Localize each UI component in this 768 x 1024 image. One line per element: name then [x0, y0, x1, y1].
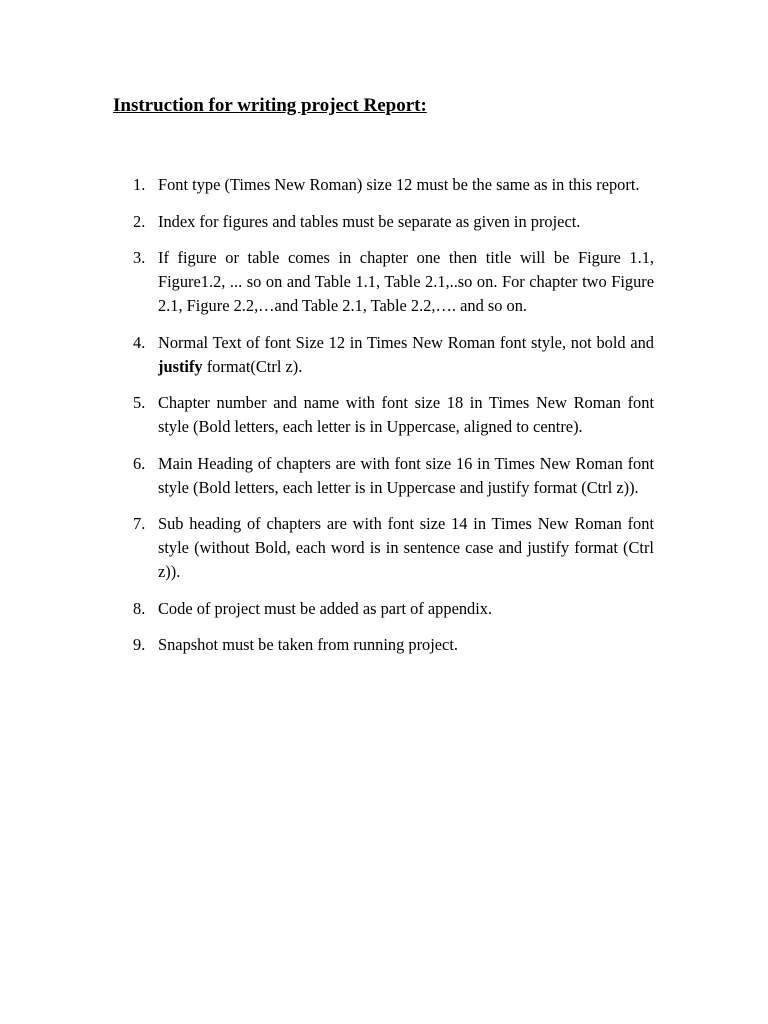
- list-item-text: Code of project must be added as part of appendix.: [158, 598, 493, 618]
- document-title: Instruction for writing project Report:: [113, 95, 427, 116]
- list-item: [133, 173, 654, 197]
- list-item: [133, 633, 654, 657]
- list-item: [133, 246, 654, 318]
- list-item-number: 3.: [133, 248, 146, 267]
- list-item-number: 2.: [133, 211, 146, 231]
- list-item-bold-text: justify: [158, 356, 203, 376]
- list-item-text: If figure or table comes in chapter one then title will be Figure 1.1, Figure1.2, ... so on and Table 1.1, Table 2.1,..so on. For chapter two Figure 2.1, Figure 2.2,…and Table 2.1, Table 2.2,…. and so on.: [158, 248, 654, 315]
- list-item-number: 9.: [133, 635, 146, 654]
- list-item: [133, 452, 654, 500]
- list-item-text: [158, 333, 654, 376]
- list-item-text-start: Normal Text of font Size 12 in Times New Roman font style, not bold and: [158, 332, 654, 352]
- list-item-text: Font type (Times New Roman) size 12 must be the same as in this report.: [158, 175, 640, 194]
- list-item-number: 8.: [133, 598, 146, 618]
- list-item-number: 6.: [133, 453, 146, 473]
- list-item-number: 5.: [133, 393, 146, 412]
- list-item-text: Sub heading of chapters are with font size 14 in Times New Roman font style (without Bold, each word is in sentence case and justify format (Ctrl z)).: [158, 514, 654, 581]
- list-item: [133, 391, 654, 439]
- list-item: [133, 597, 654, 621]
- list-item-text: Main Heading of chapters are with font size 16 in Times New Roman font style (Bold letters, each letter is in Uppercase and justify format (Ctrl z)).: [158, 453, 654, 497]
- list-item-text: Chapter number and name with font size 18 in Times New Roman font style (Bold letters, each letter is in Uppercase, aligned to centre).: [158, 393, 654, 436]
- list-item-number: 4.: [133, 332, 146, 352]
- list-item: [133, 512, 654, 584]
- list-item-text-end: format(Ctrl z).: [202, 356, 303, 376]
- list-item: [133, 210, 654, 234]
- list-item-number: 7.: [133, 514, 146, 533]
- list-item: [133, 331, 654, 379]
- list-item-text: Index for figures and tables must be separate as given in project.: [158, 211, 581, 231]
- instruction-list: [133, 173, 654, 670]
- list-item-text: Snapshot must be taken from running project.: [158, 635, 458, 654]
- list-item-number: 1.: [133, 175, 146, 194]
